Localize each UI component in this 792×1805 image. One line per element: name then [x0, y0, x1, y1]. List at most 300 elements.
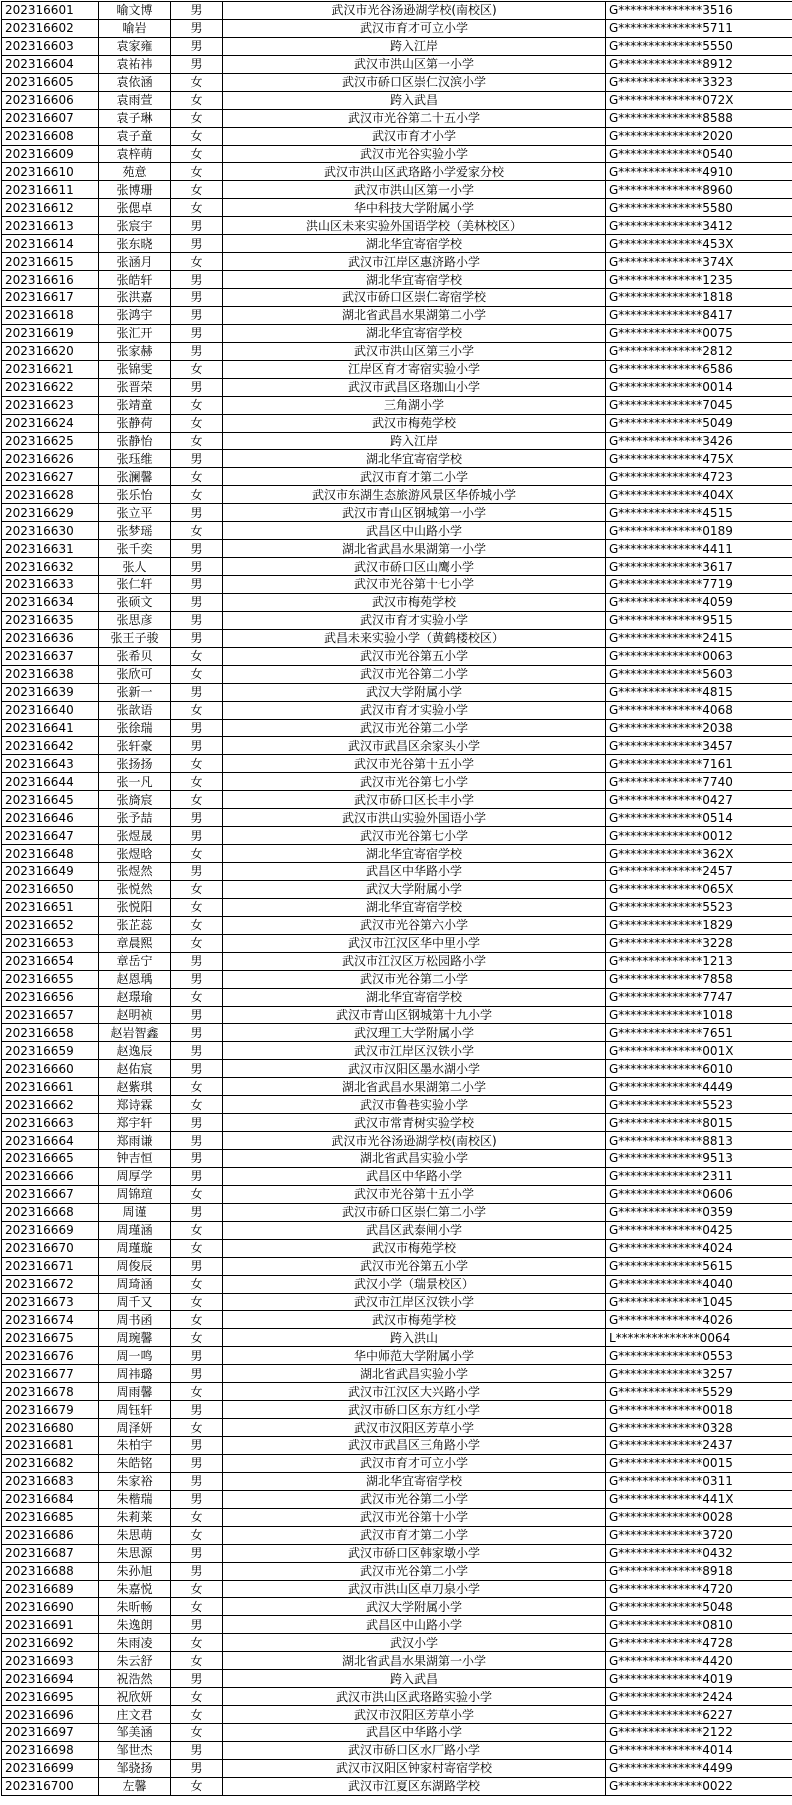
id-number-cell: G**************441X [606, 1490, 792, 1508]
school-cell: 武汉小学 [223, 1634, 606, 1652]
table-row [2, 1167, 792, 1185]
id-number-cell: G**************4723 [606, 468, 792, 486]
student-id-cell: 202316622 [2, 378, 99, 396]
table-row [2, 1741, 792, 1759]
gender-cell: 女 [171, 755, 223, 773]
school-cell: 武汉小学（瑞景校区） [223, 1275, 606, 1293]
school-cell: 武汉市硚口区韩家墩小学 [223, 1544, 606, 1562]
gender-cell: 女 [171, 432, 223, 450]
student-id-cell: 202316685 [2, 1508, 99, 1526]
school-cell: 跨入江岸 [223, 37, 606, 55]
school-cell: 武汉大学附属小学 [223, 1598, 606, 1616]
gender-cell: 男 [171, 217, 223, 235]
student-name-cell: 张家赫 [99, 342, 171, 360]
student-name-cell: 张思彦 [99, 611, 171, 629]
student-id-cell: 202316636 [2, 629, 99, 647]
gender-cell: 女 [171, 1598, 223, 1616]
student-name-cell: 赵逸辰 [99, 1042, 171, 1060]
student-id-cell: 202316697 [2, 1724, 99, 1742]
student-table-body [2, 2, 792, 1796]
table-row [2, 1311, 792, 1329]
gender-cell: 女 [171, 845, 223, 863]
school-cell: 洪山区未来实验外国语学校（美林校区） [223, 217, 606, 235]
school-cell: 武汉市光谷第五小学 [223, 647, 606, 665]
table-row [2, 396, 792, 414]
table-row [2, 1634, 792, 1652]
id-number-cell: G**************3426 [606, 432, 792, 450]
student-id-cell: 202316616 [2, 271, 99, 289]
student-name-cell: 周书函 [99, 1311, 171, 1329]
student-name-cell: 朱昕畅 [99, 1598, 171, 1616]
id-number-cell: G**************0012 [606, 827, 792, 845]
student-id-cell: 202316647 [2, 827, 99, 845]
school-cell: 武汉市光谷第五小学 [223, 1257, 606, 1275]
student-name-cell: 喻岩 [99, 19, 171, 37]
student-id-cell: 202316638 [2, 665, 99, 683]
id-number-cell: G**************2424 [606, 1688, 792, 1706]
table-row [2, 504, 792, 522]
id-number-cell: G**************7858 [606, 970, 792, 988]
student-id-cell: 202316613 [2, 217, 99, 235]
gender-cell: 女 [171, 773, 223, 791]
gender-cell: 女 [171, 1580, 223, 1598]
table-row [2, 1777, 792, 1795]
student-id-cell: 202316687 [2, 1544, 99, 1562]
student-id-cell: 202316632 [2, 558, 99, 576]
gender-cell: 女 [171, 1706, 223, 1724]
student-id-cell: 202316619 [2, 324, 99, 342]
table-row [2, 1060, 792, 1078]
gender-cell: 女 [171, 1652, 223, 1670]
student-id-cell: 202316624 [2, 414, 99, 432]
school-cell: 武汉市光谷第七小学 [223, 773, 606, 791]
student-name-cell: 张博珊 [99, 181, 171, 199]
student-name-cell: 周锦瑄 [99, 1185, 171, 1203]
school-cell: 湖北华宜寄宿学校 [223, 271, 606, 289]
student-id-cell: 202316663 [2, 1114, 99, 1132]
school-cell: 湖北华宜寄宿学校 [223, 1472, 606, 1490]
student-name-cell: 袁家雍 [99, 37, 171, 55]
table-row [2, 988, 792, 1006]
student-id-cell: 202316680 [2, 1419, 99, 1437]
gender-cell: 女 [171, 1311, 223, 1329]
gender-cell: 女 [171, 127, 223, 145]
table-row [2, 468, 792, 486]
student-id-cell: 202316672 [2, 1275, 99, 1293]
id-number-cell: G**************1818 [606, 289, 792, 307]
gender-cell: 女 [171, 1078, 223, 1096]
table-row [2, 1347, 792, 1365]
school-cell: 武汉市光谷第十小学 [223, 1508, 606, 1526]
student-name-cell: 苑意 [99, 163, 171, 181]
student-name-cell: 张晋荣 [99, 378, 171, 396]
gender-cell: 女 [171, 199, 223, 217]
student-id-cell: 202316605 [2, 73, 99, 91]
gender-cell: 男 [171, 629, 223, 647]
table-row [2, 1401, 792, 1419]
school-cell: 湖北省武昌实验小学 [223, 1365, 606, 1383]
school-cell: 武汉市江汉区大兴路小学 [223, 1383, 606, 1401]
table-row [2, 19, 792, 37]
id-number-cell: G**************4068 [606, 701, 792, 719]
gender-cell: 男 [171, 342, 223, 360]
school-cell: 武汉市梅苑学校 [223, 1239, 606, 1257]
student-name-cell: 周琦涵 [99, 1275, 171, 1293]
school-cell: 武汉市光谷汤逊湖学校(南校区) [223, 1132, 606, 1150]
id-number-cell: G**************0015 [606, 1454, 792, 1472]
school-cell: 武汉市洪山区第一小学 [223, 55, 606, 73]
gender-cell: 女 [171, 181, 223, 199]
gender-cell: 女 [171, 1508, 223, 1526]
gender-cell: 男 [171, 2, 223, 20]
school-cell: 武汉市梅苑学校 [223, 593, 606, 611]
table-row [2, 970, 792, 988]
gender-cell: 女 [171, 1221, 223, 1239]
student-name-cell: 周雨馨 [99, 1383, 171, 1401]
student-name-cell: 朱孙旭 [99, 1562, 171, 1580]
gender-cell: 男 [171, 1759, 223, 1777]
gender-cell: 男 [171, 1544, 223, 1562]
id-number-cell: G**************4815 [606, 683, 792, 701]
id-number-cell: G**************374X [606, 253, 792, 271]
table-row [2, 414, 792, 432]
student-name-cell: 周俊辰 [99, 1257, 171, 1275]
id-number-cell: G**************0028 [606, 1508, 792, 1526]
id-number-cell: G**************4026 [606, 1311, 792, 1329]
id-number-cell: G**************8588 [606, 109, 792, 127]
id-number-cell: G**************8912 [606, 55, 792, 73]
id-number-cell: G**************3720 [606, 1526, 792, 1544]
table-row [2, 73, 792, 91]
school-cell: 湖北华宜寄宿学校 [223, 235, 606, 253]
student-name-cell: 章岳宁 [99, 952, 171, 970]
id-number-cell: G**************4449 [606, 1078, 792, 1096]
gender-cell: 女 [171, 934, 223, 952]
id-number-cell: G**************7719 [606, 576, 792, 594]
id-number-cell: G**************4411 [606, 540, 792, 558]
school-cell: 武汉市光谷第二小学 [223, 665, 606, 683]
student-name-cell: 周祎璐 [99, 1365, 171, 1383]
id-number-cell: G**************0014 [606, 378, 792, 396]
gender-cell: 男 [171, 19, 223, 37]
table-row [2, 1114, 792, 1132]
student-id-cell: 202316673 [2, 1293, 99, 1311]
table-row [2, 665, 792, 683]
student-id-cell: 202316626 [2, 450, 99, 468]
student-name-cell: 张汇开 [99, 324, 171, 342]
student-id-cell: 202316656 [2, 988, 99, 1006]
table-row [2, 1526, 792, 1544]
gender-cell: 女 [171, 414, 223, 432]
id-number-cell: G**************0427 [606, 791, 792, 809]
student-id-cell: 202316676 [2, 1347, 99, 1365]
gender-cell: 女 [171, 1634, 223, 1652]
student-id-cell: 202316648 [2, 845, 99, 863]
id-number-cell: G**************0425 [606, 1221, 792, 1239]
table-row [2, 1150, 792, 1168]
id-number-cell: G**************4515 [606, 504, 792, 522]
school-cell: 武昌区中山路小学 [223, 522, 606, 540]
student-id-cell: 202316658 [2, 1024, 99, 1042]
student-name-cell: 张煜晗 [99, 845, 171, 863]
school-cell: 华中师范大学附属小学 [223, 1347, 606, 1365]
gender-cell: 男 [171, 1006, 223, 1024]
student-name-cell: 赵明祯 [99, 1006, 171, 1024]
id-number-cell: G**************0063 [606, 647, 792, 665]
student-name-cell: 张徐瑞 [99, 719, 171, 737]
gender-cell: 男 [171, 1365, 223, 1383]
school-cell: 湖北华宜寄宿学校 [223, 845, 606, 863]
id-number-cell: G**************9515 [606, 611, 792, 629]
gender-cell: 男 [171, 1150, 223, 1168]
school-cell: 武汉市常青树实验学校 [223, 1114, 606, 1132]
school-cell: 武昌区中山路小学 [223, 1616, 606, 1634]
student-name-cell: 张锦雯 [99, 360, 171, 378]
gender-cell: 女 [171, 73, 223, 91]
school-cell: 武汉市硚口区山鹰小学 [223, 558, 606, 576]
student-id-cell: 202316691 [2, 1616, 99, 1634]
gender-cell: 女 [171, 647, 223, 665]
id-number-cell: L**************0064 [606, 1329, 792, 1347]
table-row [2, 1616, 792, 1634]
table-row [2, 1185, 792, 1203]
school-cell: 湖北华宜寄宿学校 [223, 988, 606, 1006]
table-row [2, 1759, 792, 1777]
id-number-cell: G**************1045 [606, 1293, 792, 1311]
student-name-cell: 赵恩瑀 [99, 970, 171, 988]
student-name-cell: 袁子童 [99, 127, 171, 145]
student-name-cell: 张歆语 [99, 701, 171, 719]
table-row [2, 199, 792, 217]
id-number-cell: G**************3617 [606, 558, 792, 576]
student-name-cell: 邹美涵 [99, 1724, 171, 1742]
student-name-cell: 张靖童 [99, 396, 171, 414]
table-row [2, 360, 792, 378]
school-cell: 湖北省武昌实验小学 [223, 1150, 606, 1168]
table-row [2, 450, 792, 468]
id-number-cell: G**************4024 [606, 1239, 792, 1257]
student-name-cell: 赵佑宸 [99, 1060, 171, 1078]
id-number-cell: G**************3457 [606, 737, 792, 755]
gender-cell: 女 [171, 1329, 223, 1347]
table-row [2, 1221, 792, 1239]
student-id-cell: 202316693 [2, 1652, 99, 1670]
gender-cell: 男 [171, 952, 223, 970]
table-row [2, 109, 792, 127]
table-row [2, 809, 792, 827]
id-number-cell: G**************0328 [606, 1419, 792, 1437]
student-name-cell: 张静荷 [99, 414, 171, 432]
id-number-cell: G**************0514 [606, 809, 792, 827]
id-number-cell: G**************0553 [606, 1347, 792, 1365]
gender-cell: 女 [171, 791, 223, 809]
student-name-cell: 赵岩智鑫 [99, 1024, 171, 1042]
student-name-cell: 张洪嘉 [99, 289, 171, 307]
id-number-cell: G**************072X [606, 91, 792, 109]
table-row [2, 737, 792, 755]
student-name-cell: 袁祐祎 [99, 55, 171, 73]
student-name-cell: 张东晓 [99, 235, 171, 253]
gender-cell: 男 [171, 37, 223, 55]
id-number-cell: G**************065X [606, 880, 792, 898]
school-cell: 武汉市汉阳区芳草小学 [223, 1706, 606, 1724]
school-cell: 武汉市洪山实验外国语小学 [223, 809, 606, 827]
student-id-cell: 202316630 [2, 522, 99, 540]
table-row [2, 324, 792, 342]
school-cell: 武汉市硚口区长丰小学 [223, 791, 606, 809]
gender-cell: 女 [171, 1275, 223, 1293]
id-number-cell: G**************2020 [606, 127, 792, 145]
school-cell: 武汉市光谷第十五小学 [223, 1185, 606, 1203]
id-number-cell: G**************0311 [606, 1472, 792, 1490]
id-number-cell: G**************8813 [606, 1132, 792, 1150]
table-row [2, 91, 792, 109]
id-number-cell: G**************8015 [606, 1114, 792, 1132]
student-name-cell: 张一凡 [99, 773, 171, 791]
table-row [2, 342, 792, 360]
school-cell: 武汉市鲁巷实验小学 [223, 1096, 606, 1114]
gender-cell: 男 [171, 593, 223, 611]
id-number-cell: G**************4728 [606, 1634, 792, 1652]
student-name-cell: 周泽妍 [99, 1419, 171, 1437]
student-id-cell: 202316678 [2, 1383, 99, 1401]
gender-cell: 男 [171, 235, 223, 253]
school-cell: 武汉市洪山区武珞路小学爱家分校 [223, 163, 606, 181]
table-row [2, 611, 792, 629]
school-cell: 武汉市江汉区万松园路小学 [223, 952, 606, 970]
table-row [2, 773, 792, 791]
student-id-cell: 202316695 [2, 1688, 99, 1706]
student-id-cell: 202316631 [2, 540, 99, 558]
student-id-cell: 202316662 [2, 1096, 99, 1114]
id-number-cell: G**************4910 [606, 163, 792, 181]
school-cell: 湖北省武昌水果湖第二小学 [223, 1078, 606, 1096]
school-cell: 武汉市硚口区崇仁汉滨小学 [223, 73, 606, 91]
id-number-cell: G**************6586 [606, 360, 792, 378]
student-id-cell: 202316625 [2, 432, 99, 450]
id-number-cell: G**************475X [606, 450, 792, 468]
table-row [2, 37, 792, 55]
id-number-cell: G**************7740 [606, 773, 792, 791]
gender-cell: 女 [171, 522, 223, 540]
id-number-cell: G**************1829 [606, 916, 792, 934]
id-number-cell: G**************2122 [606, 1724, 792, 1742]
gender-cell: 男 [171, 1472, 223, 1490]
table-row [2, 253, 792, 271]
gender-cell: 男 [171, 1042, 223, 1060]
student-id-cell: 202316629 [2, 504, 99, 522]
student-name-cell: 张仁轩 [99, 576, 171, 594]
student-id-cell: 202316652 [2, 916, 99, 934]
table-row [2, 1508, 792, 1526]
table-row [2, 791, 792, 809]
student-name-cell: 张皓轩 [99, 271, 171, 289]
student-id-cell: 202316657 [2, 1006, 99, 1024]
student-id-cell: 202316670 [2, 1239, 99, 1257]
table-row [2, 181, 792, 199]
student-name-cell: 张扬扬 [99, 755, 171, 773]
gender-cell: 男 [171, 504, 223, 522]
table-row [2, 898, 792, 916]
student-name-cell: 郑诗霖 [99, 1096, 171, 1114]
student-id-cell: 202316612 [2, 199, 99, 217]
student-id-cell: 202316683 [2, 1472, 99, 1490]
student-id-cell: 202316627 [2, 468, 99, 486]
student-id-cell: 202316675 [2, 1329, 99, 1347]
table-row [2, 1598, 792, 1616]
school-cell: 武昌区中华路小学 [223, 1167, 606, 1185]
school-cell: 武汉市育才可立小学 [223, 19, 606, 37]
gender-cell: 男 [171, 1437, 223, 1455]
gender-cell: 女 [171, 880, 223, 898]
table-row [2, 1006, 792, 1024]
table-row [2, 576, 792, 594]
gender-cell: 女 [171, 145, 223, 163]
student-id-cell: 202316650 [2, 880, 99, 898]
student-name-cell: 邹骁扬 [99, 1759, 171, 1777]
school-cell: 武汉市硚口区崇仁寄宿学校 [223, 289, 606, 307]
school-cell: 跨入武昌 [223, 1670, 606, 1688]
id-number-cell: G**************2311 [606, 1167, 792, 1185]
student-id-cell: 202316645 [2, 791, 99, 809]
id-number-cell: G**************0810 [606, 1616, 792, 1634]
student-name-cell: 赵紫琪 [99, 1078, 171, 1096]
table-row [2, 916, 792, 934]
gender-cell: 男 [171, 827, 223, 845]
table-row [2, 1670, 792, 1688]
gender-cell: 女 [171, 1724, 223, 1742]
table-row [2, 647, 792, 665]
id-number-cell: G**************1213 [606, 952, 792, 970]
id-number-cell: G**************5615 [606, 1257, 792, 1275]
student-name-cell: 周琬馨 [99, 1329, 171, 1347]
student-id-cell: 202316686 [2, 1526, 99, 1544]
student-id-cell: 202316602 [2, 19, 99, 37]
table-row [2, 1652, 792, 1670]
student-name-cell: 张硕文 [99, 593, 171, 611]
gender-cell: 男 [171, 1203, 223, 1221]
id-number-cell: G**************3228 [606, 934, 792, 952]
student-id-cell: 202316664 [2, 1132, 99, 1150]
school-cell: 武汉市梅苑学校 [223, 1311, 606, 1329]
gender-cell: 男 [171, 683, 223, 701]
gender-cell: 男 [171, 378, 223, 396]
id-number-cell: G**************0540 [606, 145, 792, 163]
enrollment-table [1, 1, 792, 1796]
school-cell: 湖北华宜寄宿学校 [223, 324, 606, 342]
id-number-cell: G**************362X [606, 845, 792, 863]
school-cell: 武汉市洪山区卓刀泉小学 [223, 1580, 606, 1598]
gender-cell: 男 [171, 1060, 223, 1078]
student-id-cell: 202316677 [2, 1365, 99, 1383]
school-cell: 湖北省武昌水果湖第一小学 [223, 540, 606, 558]
school-cell: 武汉市江汉区华中里小学 [223, 934, 606, 952]
student-name-cell: 左馨 [99, 1777, 171, 1795]
school-cell: 武汉市光谷第七小学 [223, 827, 606, 845]
student-name-cell: 张偲卓 [99, 199, 171, 217]
id-number-cell: G**************8960 [606, 181, 792, 199]
school-cell: 武汉市江岸区惠济路小学 [223, 253, 606, 271]
school-cell: 武汉市江夏区东湖路学校 [223, 1777, 606, 1795]
school-cell: 武昌未来实验小学（黄鹤楼校区） [223, 629, 606, 647]
student-name-cell: 周瑾璇 [99, 1239, 171, 1257]
gender-cell: 女 [171, 360, 223, 378]
gender-cell: 男 [171, 1401, 223, 1419]
school-cell: 武昌区中华路小学 [223, 863, 606, 881]
table-row [2, 701, 792, 719]
student-name-cell: 张轩豪 [99, 737, 171, 755]
school-cell: 武汉市硚口区水厂路小学 [223, 1741, 606, 1759]
